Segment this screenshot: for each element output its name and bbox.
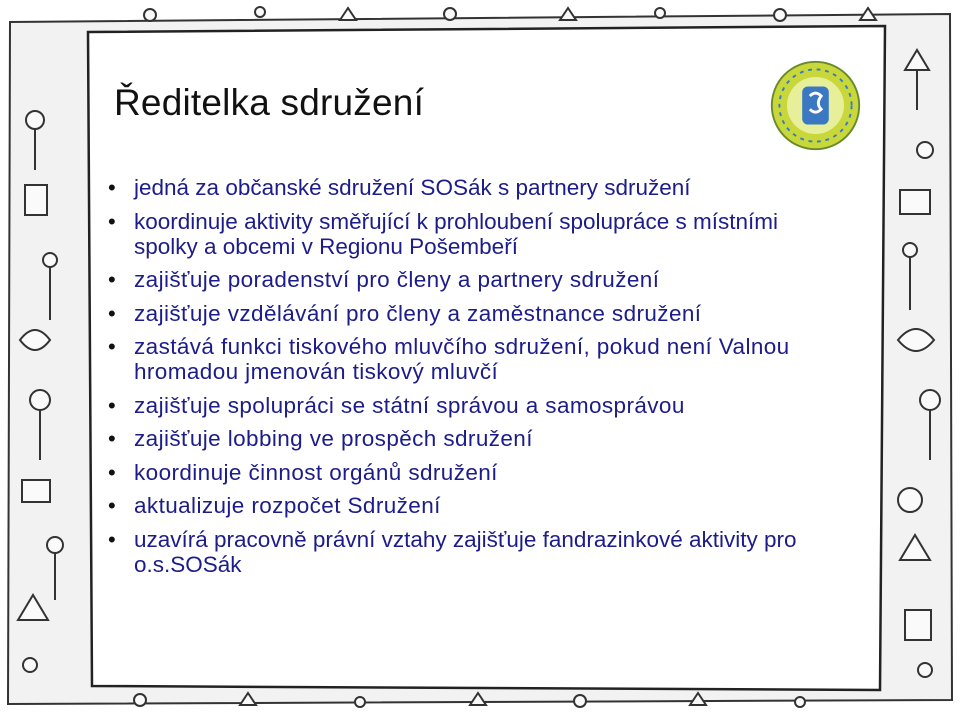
bullet-item: • zastává funkci tiskového mluvčího sdružení, pokud není Valnou hromadou jmenován tiskový mluvčí (110, 334, 810, 384)
slide-content (90, 30, 880, 685)
sosak-logo-icon (768, 58, 863, 153)
bullet-item: • koordinuje aktivity směřující k prohloubení spolupráce s místními spolky a obcemi v Regionu Pošembeří (110, 209, 810, 259)
bullet-item: • jedná za občanské sdružení SOSák s partnery sdružení (110, 175, 810, 200)
bullet-item: • aktualizuje rozpočet Sdružení (110, 493, 810, 518)
bullet-item: • zajišťuje spolupráci se státní správou a samosprávou (110, 393, 810, 418)
slide-title: Ředitelka sdružení (114, 82, 425, 123)
bullet-item: • zajišťuje lobbing ve prospěch sdružení (110, 426, 810, 451)
bullet-item: • zajišťuje poradenství pro členy a partnery sdružení (110, 267, 810, 292)
bullet-item: • zajišťuje vzdělávání pro členy a zaměstnance sdružení (110, 301, 810, 326)
bullet-item: • uzavírá pracovně právní vztahy zajišťuje fandrazinkové aktivity pro o.s.SOSák (110, 527, 810, 577)
bullet-list (110, 175, 810, 585)
bullet-item: • koordinuje činnost orgánů sdružení (110, 460, 810, 485)
